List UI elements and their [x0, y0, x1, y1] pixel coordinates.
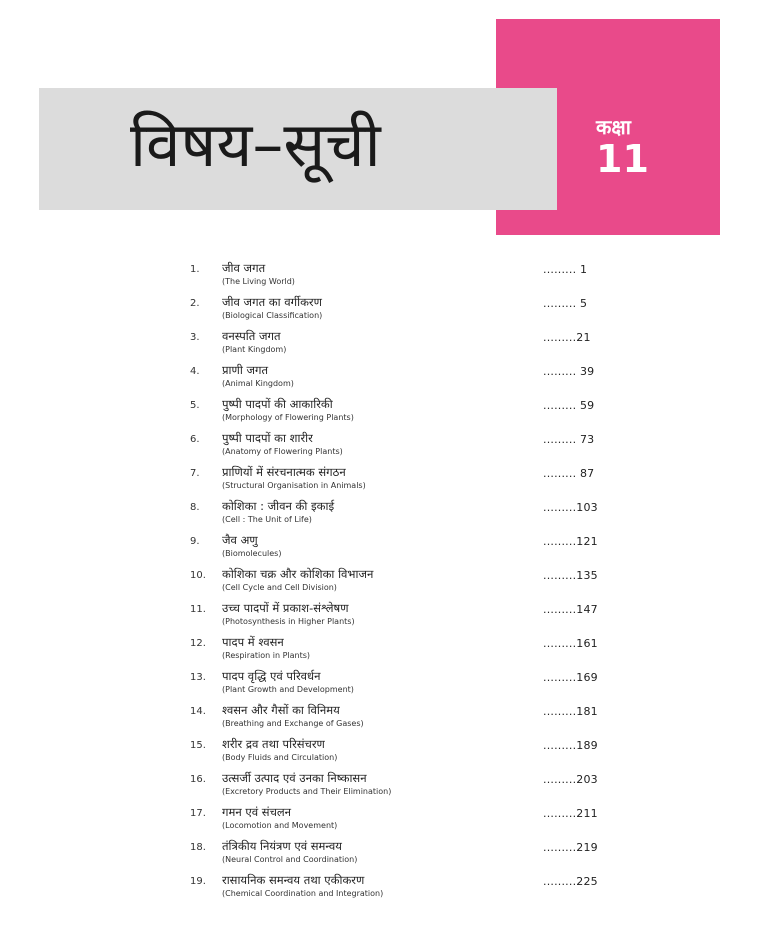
toc-entry-page: .........161	[543, 637, 598, 650]
toc-entry	[0, 533, 761, 567]
page-title: विषय–सूची	[130, 108, 381, 181]
toc-entry	[0, 873, 761, 907]
toc-entry-hindi-title: तंत्रिकीय नियंत्रण एवं समन्वय	[222, 839, 342, 853]
toc-entry	[0, 499, 761, 533]
toc-entry-english-title: (Biomolecules)	[222, 549, 282, 558]
toc-entry-page: .........203	[543, 773, 598, 786]
toc-entry-page: .........103	[543, 501, 598, 514]
toc-entry-english-title: (Body Fluids and Circulation)	[222, 753, 338, 762]
toc-entry-english-title: (Respiration in Plants)	[222, 651, 311, 660]
toc-entry-number: 2.	[190, 298, 200, 309]
toc-entry-number: 11.	[190, 604, 206, 615]
toc-entry-number: 6.	[190, 434, 200, 445]
toc-entry	[0, 669, 761, 703]
toc-entry-page: .........211	[543, 807, 598, 820]
toc-entry-number: 7.	[190, 468, 200, 479]
toc-entry-page: ......... 5	[543, 297, 588, 310]
toc-entry-number: 5.	[190, 400, 200, 411]
toc-entry-page: .........169	[543, 671, 598, 684]
toc-entry-page: ......... 59	[543, 399, 595, 412]
toc-entry-hindi-title: जैव अणु	[222, 533, 258, 547]
toc-entry-number: 10.	[190, 570, 206, 581]
toc-entry-english-title: (Animal Kingdom)	[222, 379, 294, 388]
toc-entry-number: 9.	[190, 536, 200, 547]
toc-entry-english-title: (Locomotion and Movement)	[222, 821, 338, 830]
toc-entry-page: .........181	[543, 705, 598, 718]
toc-entry-hindi-title: पादप में श्वसन	[222, 635, 284, 649]
toc-entry-number: 18.	[190, 842, 206, 853]
toc-entry-page: .........219	[543, 841, 598, 854]
class-word: कक्षा	[596, 115, 631, 139]
toc-entry-page: ......... 87	[543, 467, 595, 480]
toc-entry	[0, 397, 761, 431]
toc-entry-english-title: (Excretory Products and Their Elimination)	[222, 787, 392, 796]
toc-entry-number: 12.	[190, 638, 206, 649]
toc-entry-number: 4.	[190, 366, 200, 377]
toc-entry	[0, 261, 761, 295]
toc-entry	[0, 635, 761, 669]
toc-entry-english-title: (Structural Organisation in Animals)	[222, 481, 366, 490]
toc-entry	[0, 329, 761, 363]
toc-entry-english-title: (Breathing and Exchange of Gases)	[222, 719, 364, 728]
toc-entry-hindi-title: शरीर द्रव तथा परिसंचरण	[222, 737, 325, 751]
toc-entry-hindi-title: गमन एवं संचलन	[222, 805, 292, 819]
toc-entry-hindi-title: श्वसन और गैसों का विनिमय	[222, 703, 340, 717]
toc-entry	[0, 567, 761, 601]
toc-entry-english-title: (Photosynthesis in Higher Plants)	[222, 617, 355, 626]
toc-entry-number: 14.	[190, 706, 206, 717]
toc-entry-page: ......... 39	[543, 365, 595, 378]
toc-entry-page: ......... 73	[543, 433, 595, 446]
toc-entry-number: 1.	[190, 264, 200, 275]
toc-entry-page: ......... 1	[543, 263, 588, 276]
toc-entry-hindi-title: जीव जगत का वर्गीकरण	[222, 295, 322, 309]
toc-entry-hindi-title: रासायनिक समन्वय तथा एकीकरण	[222, 873, 365, 887]
toc-entry-hindi-title: पुष्पी पादपों का शारीर	[222, 431, 313, 445]
toc-entry	[0, 465, 761, 499]
toc-entry	[0, 431, 761, 465]
toc-entry-hindi-title: प्राणियों में संरचनात्मक संगठन	[222, 465, 346, 479]
toc-entry-number: 13.	[190, 672, 206, 683]
toc-entry	[0, 703, 761, 737]
toc-entry	[0, 771, 761, 805]
toc-entry-number: 19.	[190, 876, 206, 887]
toc-entry-english-title: (Anatomy of Flowering Plants)	[222, 447, 343, 456]
toc-entry-hindi-title: प्राणी जगत	[222, 363, 269, 377]
toc-entry-english-title: (Morphology of Flowering Plants)	[222, 413, 354, 422]
toc-entry-hindi-title: कोशिका चक्र और कोशिका विभाजन	[222, 567, 374, 581]
toc-entry-page: .........147	[543, 603, 598, 616]
toc-entry-hindi-title: कोशिका : जीवन की इकाई	[222, 499, 335, 513]
toc-entry-page: .........21	[543, 331, 591, 344]
toc-entry-english-title: (Biological Classification)	[222, 311, 323, 320]
toc-entry	[0, 601, 761, 635]
toc-entry-page: .........189	[543, 739, 598, 752]
toc-entry	[0, 295, 761, 329]
toc-entry-english-title: (Plant Kingdom)	[222, 345, 287, 354]
toc-entry-hindi-title: पुष्पी पादपों की आकारिकी	[222, 397, 333, 411]
toc-entry-hindi-title: वनस्पति जगत	[222, 329, 281, 343]
toc-entry-english-title: (The Living World)	[222, 277, 295, 286]
toc-entry-number: 15.	[190, 740, 206, 751]
toc-entry	[0, 839, 761, 873]
toc-entry-page: .........135	[543, 569, 598, 582]
toc-entry	[0, 805, 761, 839]
toc-entry-hindi-title: जीव जगत	[222, 261, 266, 275]
toc-entry-hindi-title: पादप वृद्धि एवं परिवर्धन	[222, 669, 321, 683]
toc-entry-english-title: (Cell : The Unit of Life)	[222, 515, 312, 524]
toc-entry-page: .........225	[543, 875, 598, 888]
toc-entry-english-title: (Plant Growth and Development)	[222, 685, 354, 694]
toc-entry-english-title: (Cell Cycle and Cell Division)	[222, 583, 337, 592]
toc-entry-number: 8.	[190, 502, 200, 513]
toc-entry-hindi-title: उत्सर्जी उत्पाद एवं उनका निष्कासन	[222, 771, 367, 785]
toc-entry	[0, 737, 761, 771]
toc-entry-english-title: (Neural Control and Coordination)	[222, 855, 358, 864]
class-number: 11	[596, 137, 649, 181]
toc-entry-number: 3.	[190, 332, 200, 343]
toc-entry-number: 17.	[190, 808, 206, 819]
toc-entry-page: .........121	[543, 535, 598, 548]
toc-entry-hindi-title: उच्च पादपों में प्रकाश-संश्लेषण	[222, 601, 349, 615]
toc-entry-english-title: (Chemical Coordination and Integration)	[222, 889, 384, 898]
toc-entry	[0, 363, 761, 397]
toc-entry-number: 16.	[190, 774, 206, 785]
